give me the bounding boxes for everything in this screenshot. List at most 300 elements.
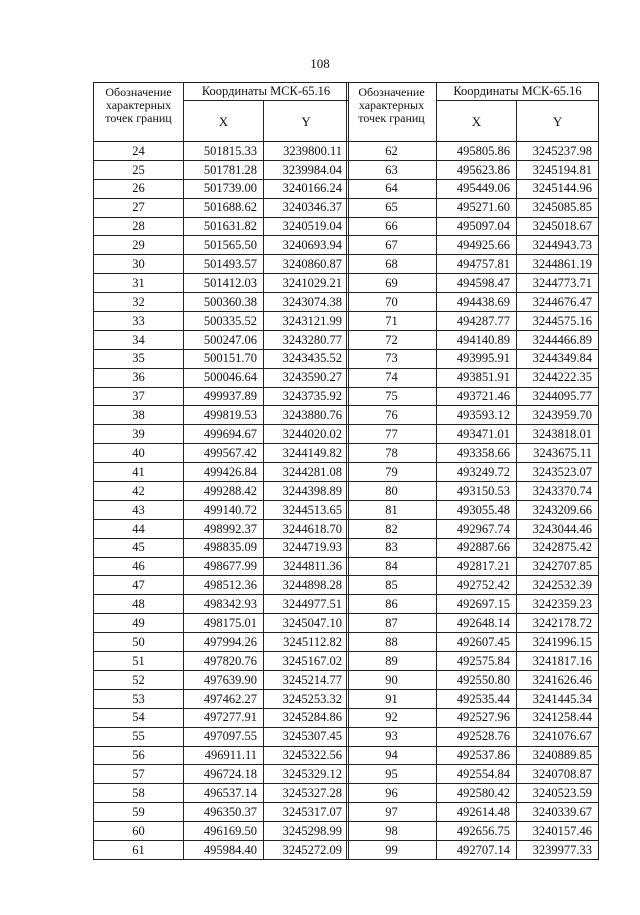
x-coordinate-cell: 493721.46 [437,387,517,406]
table-row [94,519,349,538]
point-number-cell: 40 [94,444,184,463]
point-number-cell: 84 [347,557,437,576]
x-coordinate-cell: 501493.57 [184,255,264,274]
point-number-cell: 87 [347,614,437,633]
table-row [347,840,599,859]
point-number-cell: 76 [347,406,437,425]
y-coordinate-cell: 3240693.94 [264,236,349,255]
y-column-header: Y [517,101,599,142]
table-row [347,765,599,784]
x-coordinate-cell: 494438.69 [437,293,517,312]
y-coordinate-cell: 3245307.45 [264,727,349,746]
table-row [94,670,349,689]
point-number-cell: 93 [347,727,437,746]
point-number-cell: 99 [347,840,437,859]
y-coordinate-cell: 3245329.12 [264,765,349,784]
x-coordinate-cell: 492554.84 [437,765,517,784]
y-coordinate-cell: 3245317.07 [264,803,349,822]
x-coordinate-cell: 492535.44 [437,689,517,708]
table-row [347,538,599,557]
point-number-cell: 88 [347,633,437,652]
y-coordinate-cell: 3244398.89 [264,482,349,501]
table-row [347,595,599,614]
x-coordinate-cell: 494140.89 [437,330,517,349]
x-coordinate-cell: 499694.67 [184,425,264,444]
y-coordinate-cell: 3239977.33 [517,840,599,859]
point-number-cell: 97 [347,803,437,822]
table-row [347,368,599,387]
x-coordinate-cell: 492648.14 [437,614,517,633]
point-number-cell: 47 [94,576,184,595]
y-coordinate-cell: 3240166.24 [264,179,349,198]
point-number-cell: 67 [347,236,437,255]
x-coordinate-cell: 493471.01 [437,425,517,444]
point-number-cell: 96 [347,784,437,803]
x-coordinate-cell: 498677.99 [184,557,264,576]
y-coordinate-cell: 3244095.77 [517,387,599,406]
table-row [347,633,599,652]
x-coordinate-cell: 492614.48 [437,803,517,822]
table-row [94,633,349,652]
point-number-cell: 72 [347,330,437,349]
point-number-cell: 61 [94,840,184,859]
x-coordinate-cell: 497994.26 [184,633,264,652]
point-number-cell: 25 [94,160,184,179]
point-number-cell: 50 [94,633,184,652]
point-number-cell: 82 [347,519,437,538]
table-row [347,349,599,368]
point-number-cell: 83 [347,538,437,557]
point-number-cell: 73 [347,349,437,368]
table-row [94,500,349,519]
x-coordinate-cell: 492697.15 [437,595,517,614]
y-coordinate-cell: 3243280.77 [264,330,349,349]
y-coordinate-cell: 3241029.21 [264,274,349,293]
point-number-cell: 30 [94,255,184,274]
x-coordinate-cell: 499140.72 [184,500,264,519]
x-coordinate-cell: 501739.00 [184,179,264,198]
y-coordinate-cell: 3244811.36 [264,557,349,576]
table-row [94,368,349,387]
table-row [347,557,599,576]
x-coordinate-cell: 492580.42 [437,784,517,803]
y-coordinate-cell: 3240346.37 [264,198,349,217]
y-coordinate-cell: 3244676.47 [517,293,599,312]
point-number-cell: 68 [347,255,437,274]
point-number-cell: 45 [94,538,184,557]
y-coordinate-cell: 3244898.28 [264,576,349,595]
y-coordinate-cell: 3240708.87 [517,765,599,784]
table-row [347,803,599,822]
y-coordinate-cell: 3245298.99 [264,822,349,841]
point-number-cell: 36 [94,368,184,387]
table-row [347,293,599,312]
x-coordinate-cell: 499288.42 [184,482,264,501]
y-coordinate-cell: 3242178.72 [517,614,599,633]
table-row [94,142,349,161]
point-number-cell: 53 [94,689,184,708]
point-number-cell: 29 [94,236,184,255]
point-number-cell: 74 [347,368,437,387]
table-row [94,160,349,179]
point-number-cell: 46 [94,557,184,576]
point-number-cell: 94 [347,746,437,765]
x-coordinate-cell: 492887.66 [437,538,517,557]
x-coordinate-cell: 492817.21 [437,557,517,576]
y-coordinate-cell: 3245322.56 [264,746,349,765]
table-row [94,652,349,671]
table-row [347,236,599,255]
table-row [94,727,349,746]
table-row [94,822,349,841]
y-coordinate-cell: 3242707.85 [517,557,599,576]
x-coordinate-cell: 495984.40 [184,840,264,859]
y-coordinate-cell: 3245018.67 [517,217,599,236]
point-number-cell: 31 [94,274,184,293]
y-coordinate-cell: 3245194.81 [517,160,599,179]
x-coordinate-cell: 493055.48 [437,500,517,519]
x-coordinate-cell: 500335.52 [184,312,264,331]
y-coordinate-cell: 3244349.84 [517,349,599,368]
table-row [94,482,349,501]
x-coordinate-cell: 497462.27 [184,689,264,708]
x-coordinate-cell: 497097.55 [184,727,264,746]
x-coordinate-cell: 498175.01 [184,614,264,633]
table-row [94,198,349,217]
y-column-header: Y [264,101,349,142]
table-row [347,519,599,538]
table-row [347,425,599,444]
point-number-cell: 71 [347,312,437,331]
y-coordinate-cell: 3244943.73 [517,236,599,255]
x-coordinate-cell: 498342.93 [184,595,264,614]
y-coordinate-cell: 3243435.52 [264,349,349,368]
coordinate-system-header: Координаты МСК-65.16 [184,83,349,101]
x-coordinate-cell: 501781.28 [184,160,264,179]
point-number-cell: 92 [347,708,437,727]
y-coordinate-cell: 3243818.01 [517,425,599,444]
x-coordinate-cell: 499567.42 [184,444,264,463]
x-coordinate-cell: 501688.62 [184,198,264,217]
x-coordinate-cell: 500360.38 [184,293,264,312]
coordinates-table-right [346,82,599,860]
x-coordinate-cell: 501412.03 [184,274,264,293]
y-coordinate-cell: 3239984.04 [264,160,349,179]
x-coordinate-cell: 498835.09 [184,538,264,557]
y-coordinate-cell: 3243044.46 [517,519,599,538]
x-coordinate-cell: 495449.06 [437,179,517,198]
table-row [94,784,349,803]
point-number-cell: 33 [94,312,184,331]
table-row [94,765,349,784]
x-coordinate-cell: 492707.14 [437,840,517,859]
table-row [94,217,349,236]
x-coordinate-cell: 493851.91 [437,368,517,387]
y-coordinate-cell: 3244222.35 [517,368,599,387]
point-number-cell: 98 [347,822,437,841]
y-coordinate-cell: 3244575.16 [517,312,599,331]
y-coordinate-cell: 3244977.51 [264,595,349,614]
table-row [347,142,599,161]
table-row [347,179,599,198]
y-coordinate-cell: 3241626.46 [517,670,599,689]
y-coordinate-cell: 3245284.86 [264,708,349,727]
x-coordinate-cell: 501565.50 [184,236,264,255]
point-number-cell: 79 [347,463,437,482]
x-coordinate-cell: 501815.33 [184,142,264,161]
point-number-cell: 78 [347,444,437,463]
point-number-cell: 64 [347,179,437,198]
y-coordinate-cell: 3243121.99 [264,312,349,331]
left-table-body [94,142,349,860]
point-number-cell: 39 [94,425,184,444]
coordinates-table-left [93,82,349,860]
y-coordinate-cell: 3245112.82 [264,633,349,652]
x-coordinate-cell: 493358.66 [437,444,517,463]
y-coordinate-cell: 3244618.70 [264,519,349,538]
point-number-cell: 69 [347,274,437,293]
table-row [347,198,599,217]
x-coordinate-cell: 500151.70 [184,349,264,368]
table-row [347,406,599,425]
point-number-cell: 58 [94,784,184,803]
x-coordinate-cell: 494925.66 [437,236,517,255]
point-number-cell: 27 [94,198,184,217]
y-coordinate-cell: 3243675.11 [517,444,599,463]
point-number-cell: 85 [347,576,437,595]
y-coordinate-cell: 3244513.65 [264,500,349,519]
x-column-header: X [184,101,264,142]
table-row [94,293,349,312]
x-coordinate-cell: 492752.42 [437,576,517,595]
x-coordinate-cell: 494757.81 [437,255,517,274]
y-coordinate-cell: 3245214.77 [264,670,349,689]
y-coordinate-cell: 3243074.38 [264,293,349,312]
point-number-cell: 44 [94,519,184,538]
table-row [94,349,349,368]
point-number-cell: 37 [94,387,184,406]
point-number-cell: 77 [347,425,437,444]
table-row [347,500,599,519]
x-coordinate-cell: 500247.06 [184,330,264,349]
point-number-cell: 42 [94,482,184,501]
x-coordinate-cell: 497820.76 [184,652,264,671]
table-row [94,387,349,406]
x-coordinate-cell: 494287.77 [437,312,517,331]
table-row [94,330,349,349]
y-coordinate-cell: 3243370.74 [517,482,599,501]
table-row [347,330,599,349]
table-row [347,387,599,406]
x-coordinate-cell: 492607.45 [437,633,517,652]
table-row [347,312,599,331]
point-number-cell: 59 [94,803,184,822]
y-coordinate-cell: 3241996.15 [517,633,599,652]
y-coordinate-cell: 3245167.02 [264,652,349,671]
point-number-cell: 48 [94,595,184,614]
point-label-header: Обозначение характерных точек границ [94,83,184,142]
point-number-cell: 63 [347,160,437,179]
x-coordinate-cell: 493593.12 [437,406,517,425]
coordinate-system-header: Координаты МСК-65.16 [437,83,599,101]
table-row [347,689,599,708]
table-row [347,614,599,633]
x-coordinate-cell: 498512.36 [184,576,264,595]
x-coordinate-cell: 492537.86 [437,746,517,765]
point-number-cell: 41 [94,463,184,482]
y-coordinate-cell: 3241258.44 [517,708,599,727]
point-number-cell: 57 [94,765,184,784]
table-row [94,595,349,614]
y-coordinate-cell: 3245237.98 [517,142,599,161]
table-row [94,425,349,444]
table-row [347,822,599,841]
x-coordinate-cell: 495097.04 [437,217,517,236]
y-coordinate-cell: 3240519.04 [264,217,349,236]
table-row [94,557,349,576]
table-row [94,463,349,482]
x-coordinate-cell: 496724.18 [184,765,264,784]
y-coordinate-cell: 3245085.85 [517,198,599,217]
y-coordinate-cell: 3245327.28 [264,784,349,803]
table-row [347,670,599,689]
x-coordinate-cell: 496537.14 [184,784,264,803]
point-number-cell: 43 [94,500,184,519]
table-row [94,179,349,198]
y-coordinate-cell: 3239800.11 [264,142,349,161]
table-row [94,236,349,255]
table-row [94,803,349,822]
point-number-cell: 49 [94,614,184,633]
point-number-cell: 34 [94,330,184,349]
table-row [94,312,349,331]
table-row [347,160,599,179]
point-number-cell: 28 [94,217,184,236]
table-row [347,444,599,463]
table-row [94,444,349,463]
x-coordinate-cell: 497277.91 [184,708,264,727]
point-number-cell: 32 [94,293,184,312]
x-coordinate-cell: 497639.90 [184,670,264,689]
x-coordinate-cell: 498992.37 [184,519,264,538]
table-row [347,217,599,236]
y-coordinate-cell: 3240860.87 [264,255,349,274]
y-coordinate-cell: 3240339.67 [517,803,599,822]
point-number-cell: 35 [94,349,184,368]
table-row [347,463,599,482]
x-coordinate-cell: 493995.91 [437,349,517,368]
y-coordinate-cell: 3243735.92 [264,387,349,406]
x-coordinate-cell: 493249.72 [437,463,517,482]
table-row [94,255,349,274]
point-label-header: Обозначение характерных точек границ [347,83,437,142]
table-row [94,538,349,557]
page-number: 108 [310,56,330,71]
y-coordinate-cell: 3241445.34 [517,689,599,708]
x-coordinate-cell: 499819.53 [184,406,264,425]
y-coordinate-cell: 3240523.59 [517,784,599,803]
table-row [347,784,599,803]
y-coordinate-cell: 3245272.09 [264,840,349,859]
x-coordinate-cell: 492550.80 [437,670,517,689]
x-coordinate-cell: 499937.89 [184,387,264,406]
y-coordinate-cell: 3244773.71 [517,274,599,293]
point-number-cell: 66 [347,217,437,236]
y-coordinate-cell: 3243590.27 [264,368,349,387]
point-number-cell: 70 [347,293,437,312]
point-number-cell: 81 [347,500,437,519]
y-coordinate-cell: 3241076.67 [517,727,599,746]
table-row [94,689,349,708]
y-coordinate-cell: 3244719.93 [264,538,349,557]
y-coordinate-cell: 3242359.23 [517,595,599,614]
y-coordinate-cell: 3240157.46 [517,822,599,841]
x-coordinate-cell: 495805.86 [437,142,517,161]
y-coordinate-cell: 3241817.16 [517,652,599,671]
table-row [347,652,599,671]
x-coordinate-cell: 492656.75 [437,822,517,841]
y-coordinate-cell: 3243880.76 [264,406,349,425]
table-row [94,746,349,765]
table-row [347,274,599,293]
point-number-cell: 52 [94,670,184,689]
x-coordinate-cell: 499426.84 [184,463,264,482]
right-table-body [347,142,599,860]
x-coordinate-cell: 496350.37 [184,803,264,822]
table-row [347,482,599,501]
y-coordinate-cell: 3243209.66 [517,500,599,519]
y-coordinate-cell: 3244861.19 [517,255,599,274]
x-coordinate-cell: 500046.64 [184,368,264,387]
point-number-cell: 65 [347,198,437,217]
point-number-cell: 80 [347,482,437,501]
x-coordinate-cell: 496169.50 [184,822,264,841]
x-coordinate-cell: 493150.53 [437,482,517,501]
y-coordinate-cell: 3242875.42 [517,538,599,557]
table-row [94,406,349,425]
x-coordinate-cell: 495623.86 [437,160,517,179]
x-coordinate-cell: 494598.47 [437,274,517,293]
table-row [94,274,349,293]
y-coordinate-cell: 3240889.85 [517,746,599,765]
y-coordinate-cell: 3245047.10 [264,614,349,633]
x-coordinate-cell: 501631.82 [184,217,264,236]
point-number-cell: 24 [94,142,184,161]
y-coordinate-cell: 3244281.08 [264,463,349,482]
table-row [94,576,349,595]
table-row [347,255,599,274]
x-coordinate-cell: 495271.60 [437,198,517,217]
point-number-cell: 89 [347,652,437,671]
table-row [94,708,349,727]
point-number-cell: 55 [94,727,184,746]
y-coordinate-cell: 3242532.39 [517,576,599,595]
point-number-cell: 54 [94,708,184,727]
table-row [347,576,599,595]
table-row [347,708,599,727]
point-number-cell: 60 [94,822,184,841]
x-coordinate-cell: 492527.96 [437,708,517,727]
y-coordinate-cell: 3243523.07 [517,463,599,482]
point-number-cell: 90 [347,670,437,689]
x-coordinate-cell: 492528.76 [437,727,517,746]
y-coordinate-cell: 3245253.32 [264,689,349,708]
point-number-cell: 86 [347,595,437,614]
point-number-cell: 56 [94,746,184,765]
point-number-cell: 51 [94,652,184,671]
point-number-cell: 26 [94,179,184,198]
y-coordinate-cell: 3244020.02 [264,425,349,444]
